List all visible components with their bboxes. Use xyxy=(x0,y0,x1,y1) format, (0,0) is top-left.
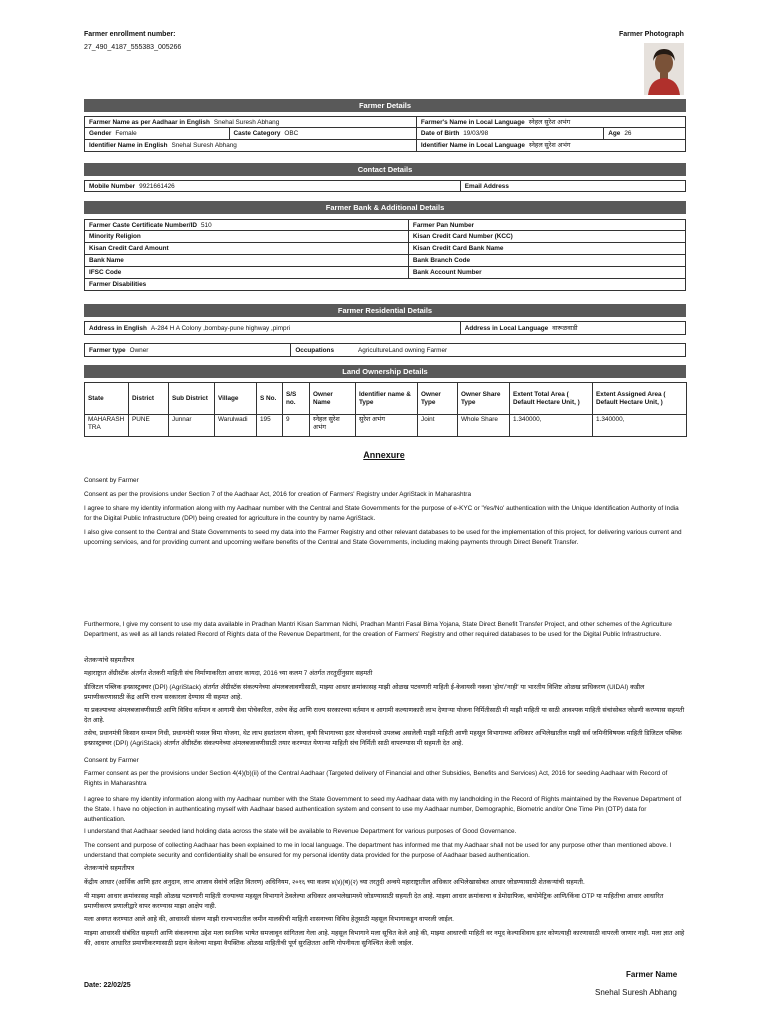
consent-paragraph-marathi-4: केंद्रीय आधार (आर्थिक आणि इतर अनुदान, लाभ आजाव सेवांचे लक्षित वितरण) अधिनियम, २०१६ च्या कलम ४(४)(ब)(२) च्या तरतुदी अन्वये महाराष्ट्रातील अधिकार अभिलेखासोबत आधार जोडण्यासाठी शेतकऱ्यांची सहमती. xyxy=(84,879,585,886)
caste-category-cell: Caste Category OBC xyxy=(229,128,416,139)
consent-paragraph-marathi-6: मला अवगत करण्यात आले आहे की, आधारशी संलग्न माझी राज्यभरातील जमीन मालकीची माहिती शासनाच्या विविध हेतूसाठी महसूल विभागाकडून वापरली जाईल. xyxy=(84,916,454,923)
consent-paragraph-governance: I understand that Aadhaar seeded land holding data across the state will be available to Revenue Department for various purposes of Good Governance. xyxy=(84,828,517,835)
land-cell-identifier: सुरेश अभंग xyxy=(356,415,418,437)
land-col-village: Village xyxy=(215,383,257,415)
land-col-sub-district: Sub District xyxy=(169,383,215,415)
consent-section7-title: Consent as per the provisions under Section 7 of the Aadhaar Act, 2016 for creation of Farmers' Registry under AgriStack in Maharashtra xyxy=(84,491,471,498)
mobile-number-cell: Mobile Number 9921661426 xyxy=(89,183,175,190)
land-cell-assigned-area: 1.340000, xyxy=(593,415,687,437)
enrollment-number-value: 27_490_4187_555383_005266 xyxy=(84,44,182,51)
contact-details-grid xyxy=(84,180,686,192)
email-address-cell: Email Address xyxy=(460,181,685,191)
consent-section4-title: Farmer consent as per the provisions under Section 4(4)(b)(ii) of the Central Aadhaar (Targeted delivery of Financial and other Subsidies, Benefits and Services) Act, 2016 for seeding Aadhaar with Record of Rights in Maharashtra xyxy=(84,770,668,787)
land-ownership-table xyxy=(84,382,687,437)
farmer-details-grid xyxy=(84,116,686,152)
consent-heading-marathi-2: शेतकऱ्यांचे सहमतीपत्र xyxy=(84,865,135,872)
occupations-cell: Occupations AgricultureLand owning Farmer xyxy=(290,344,685,356)
farmer-name-signature-label: Farmer Name xyxy=(626,970,678,979)
bank-account-number-cell: Bank Account Number xyxy=(408,267,685,278)
land-col-s-no: S No. xyxy=(257,383,283,415)
land-cell-owner-type: Joint xyxy=(418,415,458,437)
consent-paragraph-marathi-1: डीजिटल पब्लिक इन्फ्रास्ट्रक्चर (DPI) (AgriStack) अंतर्गत ॲग्रीस्टॅक संकल्पनेच्या अंमलबजावणीसाठी, माझ्या आधार क्रमांकासह माझी ओळख पटवणारी माहिती ई-केवायसी नकवा 'होय'/'नाही' या भारतीय विशिष्ट ओळख प्राधिकरण (UIDAI) कडील प्रमाणीकरणासाठी केंद्र आणि राज्य सरकारला देण्यास मी सहमत आहे. xyxy=(84,684,645,701)
contact-details-heading: Contact Details xyxy=(84,163,686,176)
caste-certificate-cell: Farmer Caste Certificate Number/ID 510 xyxy=(89,222,212,229)
land-col-total-area: Extent Total Area ( Default Hectare Unit, ) xyxy=(510,383,593,415)
consent-section7-marathi: महाराष्ट्रात ॲग्रीस्टॅक अंतर्गत शेतकरी माहिती संच निर्माणाकरिता आधार कायदा, 2016 च्या कलम 7 अंतर्गत तरतुदींनुसार सहमती xyxy=(84,670,373,677)
farmer-name-signature: Snehal Suresh Abhang xyxy=(595,988,677,997)
identifier-name-english-cell: Identifier Name in English Snehal Suresh Abhang xyxy=(89,142,237,149)
land-col-ss-no: S/S no. xyxy=(283,383,310,415)
address-english-cell: Address in English A-284 H A Colony ,bombay-pune highway ,pimpri xyxy=(89,325,291,332)
table-row xyxy=(85,415,687,437)
consent-paragraph-share-identity: I agree to share my identity information along with my Aadhaar number with the Central and State Governments for the purpose of e-KYC or 'Yes/No' authentication with the Unique Identification Authority of India for the Digital Public Infrastructure (DPI) being created for agriculture in the country by name AgriStack. xyxy=(84,505,679,522)
farmer-type-cell: Farmer type Owner xyxy=(89,347,149,354)
consent-heading-2: Consent by Farmer xyxy=(84,757,139,764)
farmer-name-local-cell: Farmer's Name in Local Language स्नेहल सुरेश अभंग xyxy=(416,117,685,127)
pan-number-cell: Farmer Pan Number xyxy=(408,220,685,230)
land-cell-ss-no: 9 xyxy=(283,415,310,437)
land-col-assigned-area: Extent Assigned Area ( Default Hectare Unit, ) xyxy=(593,383,687,415)
kcc-number-cell: Kisan Credit Card Number (KCC) xyxy=(408,231,685,242)
consent-paragraph-marathi-2: या प्रकल्पाच्या अंमलबजावणीसाठी आणि विविध वर्तमान व आगामी सेवा पोचेकरिता, तसेच केंद्र आणि राज्य सरकारच्या वर्तमान व आगामी कल्याणकारी लाभ देणाऱ्या योजना निर्मितीसाठी मी माझी माहिती या साठी आवश्यक माहिती संचांसोबत जोडणी करण्यास सहमती देत आहे. xyxy=(84,707,685,724)
land-col-district: District xyxy=(129,383,169,415)
bank-name-cell: Bank Name xyxy=(89,257,124,264)
bank-branch-code-cell: Bank Branch Code xyxy=(408,255,685,266)
gender-cell: Gender Female xyxy=(89,130,137,137)
consent-paragraph-seed-data: I also give consent to the Central and State Governments to seed my data into the Farmer Registry and other relevant databases to be used for the implementation of this project, for delivering various current and upcoming services, and for providing current and upcoming welfare benefits of the Central and State Governments, including making payments through Direct Benefit Transfer. xyxy=(84,529,682,546)
date-of-birth-cell: Date of Birth 19/03/98 xyxy=(416,128,603,139)
consent-paragraph-marathi-3: तसेच, प्रधानमंत्री किसान सन्मान निधी, प्रधानमंत्री फसल विमा योजना, थेट लाभ हस्तांतरण योजना, कृषी विभागाच्या इतर योजनांमध्ये उपलब्ध असलेली माझी माहिती आणी महसूल विभागाच्या अधिकार अभिलेखातील माझी सर्व जमिनीविषयक माहिती डिजिटल पब्लिक इन्फ्रास्ट्रक्चर (DPI) (AgriStack) अंतर्गत ॲग्रीस्टॅक संकल्पनेच्या अंमलबजावणीसाठी तयार करण्यात येणाऱ्या माहिती संच निर्मिती साठी वापरण्यास मी सहमती देत आहे. xyxy=(84,730,682,747)
residential-details-grid xyxy=(84,321,686,335)
farmer-photo-label: Farmer Photograph xyxy=(619,31,684,38)
land-cell-total-area: 1.340000, xyxy=(510,415,593,437)
consent-paragraph-ror: I agree to share my identity information along with my Aadhaar number with the State Government to seed my Aadhaar data with my landholding in the Record of Rights maintained by the Revenue Department of the State. I have no objection in authenticating myself with Aadhaar based authentication system and consent to use my Aadhaar number, Demographic, Biometric and/or One Time Pin (OTP) data for authentication. xyxy=(84,796,682,823)
residential-details-heading: Farmer Residential Details xyxy=(84,304,686,317)
consent-paragraph-marathi-5: मी माझ्या आधार क्रमांकासह माझी ओळख पटवणारी माहिती राज्याच्या महसूल विभागाने ठेवलेल्या अधिकार अवभलेखामध्ये जोडण्यासाठी सहमती देत आहे. माझ्या आधार क्रमांकाचा व डेमोग्राफिक, बायोमेट्रिक आणि/किंवा OTP या माहितीचा आधार आधारित प्रमाणीकरण प्रणालीद्वारे वापर करण्यास माझा आक्षेप नाही. xyxy=(84,893,664,910)
farmer-photo xyxy=(644,43,684,95)
land-cell-s-no: 195 xyxy=(257,415,283,437)
land-cell-village: Warulwadi xyxy=(215,415,257,437)
farmer-details-heading: Farmer Details xyxy=(84,99,686,112)
land-col-owner-type: Owner Type xyxy=(418,383,458,415)
farmer-disabilities-cell: Farmer Disabilities xyxy=(89,281,147,288)
land-cell-sub-district: Junnar xyxy=(169,415,215,437)
enrollment-number-label: Farmer enrollment number: xyxy=(84,31,176,38)
land-table-header-row xyxy=(85,383,687,415)
bank-details-heading: Farmer Bank & Additional Details xyxy=(84,201,686,214)
address-local-cell: Address in Local Language वारूळवाडी xyxy=(460,322,685,334)
land-cell-state: MAHARASHTRA xyxy=(85,415,129,437)
consent-paragraph-purpose: The consent and purpose of collecting Aadhaar has been explained to me in local language. The department has informed me that my Aadhaar shall not be used for any purpose other than mentioned above. I understand that complete security and confidentiality shall be ensured for my personal identity data provided for the purpose of Aadhaar based authentication. xyxy=(84,842,672,859)
kcc-bank-name-cell: Kisan Credit Card Bank Name xyxy=(408,243,685,254)
kcc-amount-cell: Kisan Credit Card Amount xyxy=(89,245,169,252)
annexure-title: Annexure xyxy=(363,450,405,460)
document-date: Date: 22/02/25 xyxy=(84,982,131,989)
land-col-state: State xyxy=(85,383,129,415)
consent-paragraph-marathi-7: माझ्या आधारशी संबंधित सहमती आणि संकलनाचा उद्देश मला स्थानिक भाषेत समजावून सांगितला गेला आहे. महसूल विभागाने मला सूचित केले आहे की, माझ्या आधारची माहिती वर नमूद केल्याशिवाय इतर कोणत्याही कारणासाठी वापरली जाणार नाही. मला ज्ञात आहे की, आधार आधारित प्रमाणीकरणासाठी प्रदान केलेल्या माझ्या वैयक्तिक ओळख माहितीची पूर्ण सुरक्षितता आणि गोपनीयता सुनिश्चित केली जाईल. xyxy=(84,930,685,947)
consent-heading-1: Consent by Farmer xyxy=(84,477,139,484)
farmer-name-english-cell: Farmer Name as per Aadhaar in English Snehal Suresh Abhang xyxy=(89,119,280,126)
minority-religion-cell: Minority Religion xyxy=(89,233,141,240)
land-cell-owner-name: स्नेहल सुरेश अभंग xyxy=(310,415,356,437)
farmer-type-grid xyxy=(84,343,686,357)
land-col-share-type: Owner Share Type xyxy=(458,383,510,415)
ifsc-code-cell: IFSC Code xyxy=(89,269,122,276)
land-col-owner-name: Owner Name xyxy=(310,383,356,415)
land-cell-district: PUNE xyxy=(129,415,169,437)
farmer-photo-image xyxy=(644,43,684,95)
bank-details-grid xyxy=(84,219,686,291)
land-cell-share-type: Whole Share xyxy=(458,415,510,437)
land-ownership-heading: Land Ownership Details xyxy=(84,365,686,378)
consent-paragraph-schemes: Furthermore, I give my consent to use my data available in Pradhan Mantri Kisan Samman Nidhi, Pradhan Mantri Fasal Bima Yojana, State Direct Benefit Transfer Project, and other schemes of the Agriculture Department, as well as all lands related Record of Rights data of the Revenue Department, for the creation of Farmers' Registry and other required databases to be used for the Digital Public Infrastructure. xyxy=(84,621,672,638)
age-cell: Age 26 xyxy=(603,128,685,139)
consent-heading-marathi-1: शेतकऱ्यांचे सहमतीपत्र xyxy=(84,657,135,664)
land-col-identifier: Identifier name & Type xyxy=(356,383,418,415)
identifier-name-local-cell: Identifier Name in Local Language स्नेहल सुरेश अभंग xyxy=(416,140,685,151)
